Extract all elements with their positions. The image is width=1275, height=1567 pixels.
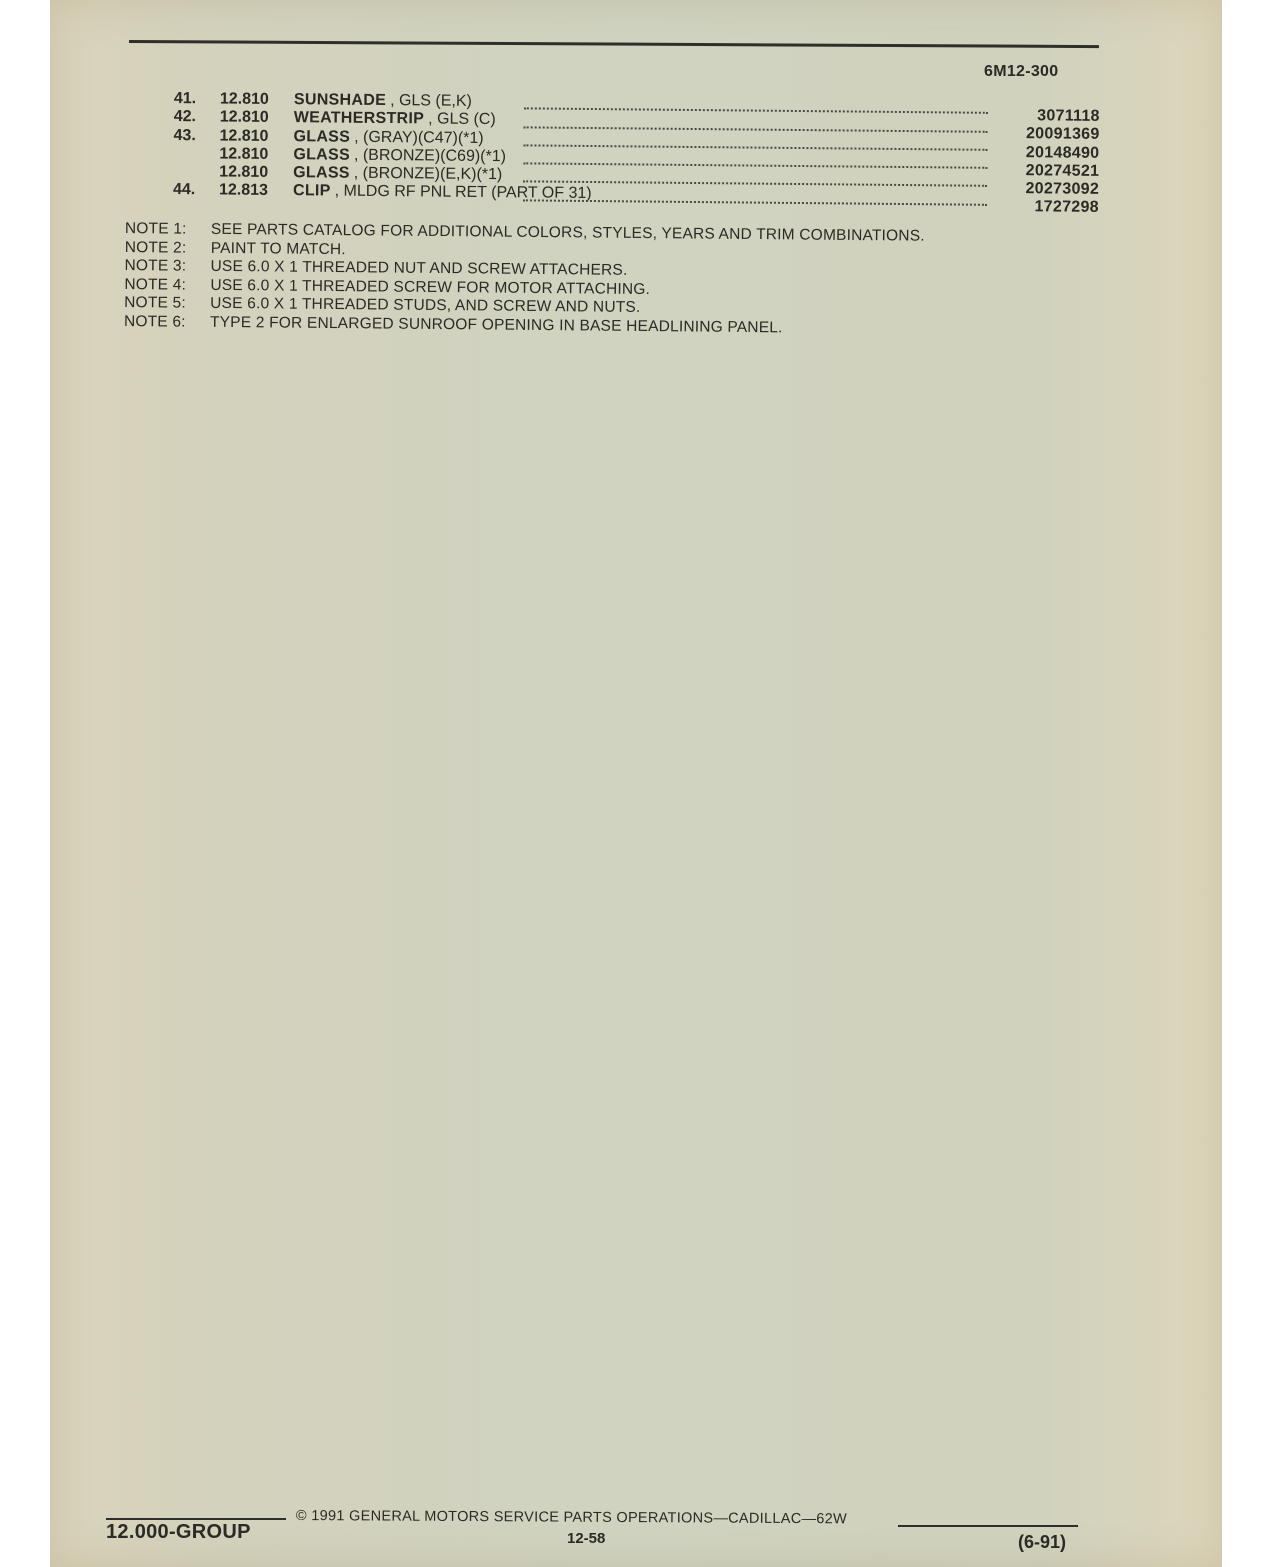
part-number: 20273092	[1025, 180, 1100, 199]
part-description: , (GRAY)(C47)(*1)	[354, 128, 484, 147]
part-name: GLASS	[293, 127, 351, 146]
footer-revision-date: (6-91)	[1018, 1532, 1067, 1552]
group-number: 12.810	[219, 90, 269, 108]
part-name: GLASS	[293, 146, 351, 164]
footer-rule-right	[898, 1525, 1078, 1527]
note-label: NOTE 2:	[124, 238, 187, 257]
page-code: 6M12-300	[984, 63, 1059, 80]
note-text: PAINT TO MATCH.	[210, 239, 346, 258]
note-label: NOTE 4:	[124, 275, 187, 294]
part-number: 20148490	[1025, 143, 1100, 162]
note-label: NOTE 1:	[124, 220, 187, 238]
item-number: 43.	[173, 126, 196, 144]
note-label: NOTE 3:	[124, 257, 187, 275]
part-number: 3071118	[1037, 107, 1100, 125]
parts-list	[172, 90, 1100, 217]
part-description: , (BRONZE)(C69)(*1)	[353, 146, 507, 166]
notes-list	[124, 220, 1055, 340]
footer-page-number: 12-58	[567, 1530, 606, 1547]
item-number: 41.	[173, 90, 197, 108]
part-number: 20091369	[1025, 125, 1100, 144]
part-description: , GLS (E,K)	[390, 92, 472, 110]
footer-rule-left	[106, 1518, 286, 1520]
footer-group-label: 12.000-GROUP	[106, 1521, 251, 1543]
part-description: , MLDG RF PNL RET (PART OF 31)	[334, 183, 592, 203]
note-text: USE 6.0 X 1 THREADED SCREW FOR MOTOR ATTACHING.	[210, 276, 651, 298]
group-number: 12.810	[219, 145, 269, 163]
group-number: 12.810	[219, 108, 269, 127]
part-name: GLASS	[293, 164, 350, 182]
part-name: CLIP	[292, 182, 331, 200]
part-description: , (BRONZE)(E,K)(*1)	[353, 164, 503, 184]
note-label: NOTE 5:	[124, 294, 186, 312]
part-name: WEATHERSTRIP	[293, 109, 425, 128]
note-text: USE 6.0 X 1 THREADED NUT AND SCREW ATTACHERS.	[210, 258, 628, 280]
footer-copyright: © 1991 GENERAL MOTORS SERVICE PARTS OPERATIONS—CADILLAC—62W	[295, 1508, 848, 1528]
item-number: 42.	[173, 108, 197, 126]
group-number: 12.810	[219, 127, 269, 145]
part-number: 20274521	[1025, 162, 1100, 180]
item-number: 44.	[172, 181, 196, 199]
part-description: , GLS (C)	[428, 110, 496, 129]
note-text: TYPE 2 FOR ENLARGED SUNROOF OPENING IN BASE HEADLINING PANEL.	[209, 313, 783, 337]
note-text: SEE PARTS CATALOG FOR ADDITIONAL COLORS, STYLES, YEARS AND TRIM COMBINATIONS.	[210, 220, 925, 245]
group-number: 12.810	[219, 163, 269, 182]
note-label: NOTE 6:	[123, 312, 186, 331]
part-number: 1727298	[1034, 198, 1099, 217]
note-text: USE 6.0 X 1 THREADED STUDS, AND SCREW AND NUTS.	[210, 295, 641, 317]
part-name: SUNSHADE	[293, 91, 387, 110]
group-number: 12.813	[218, 181, 269, 200]
